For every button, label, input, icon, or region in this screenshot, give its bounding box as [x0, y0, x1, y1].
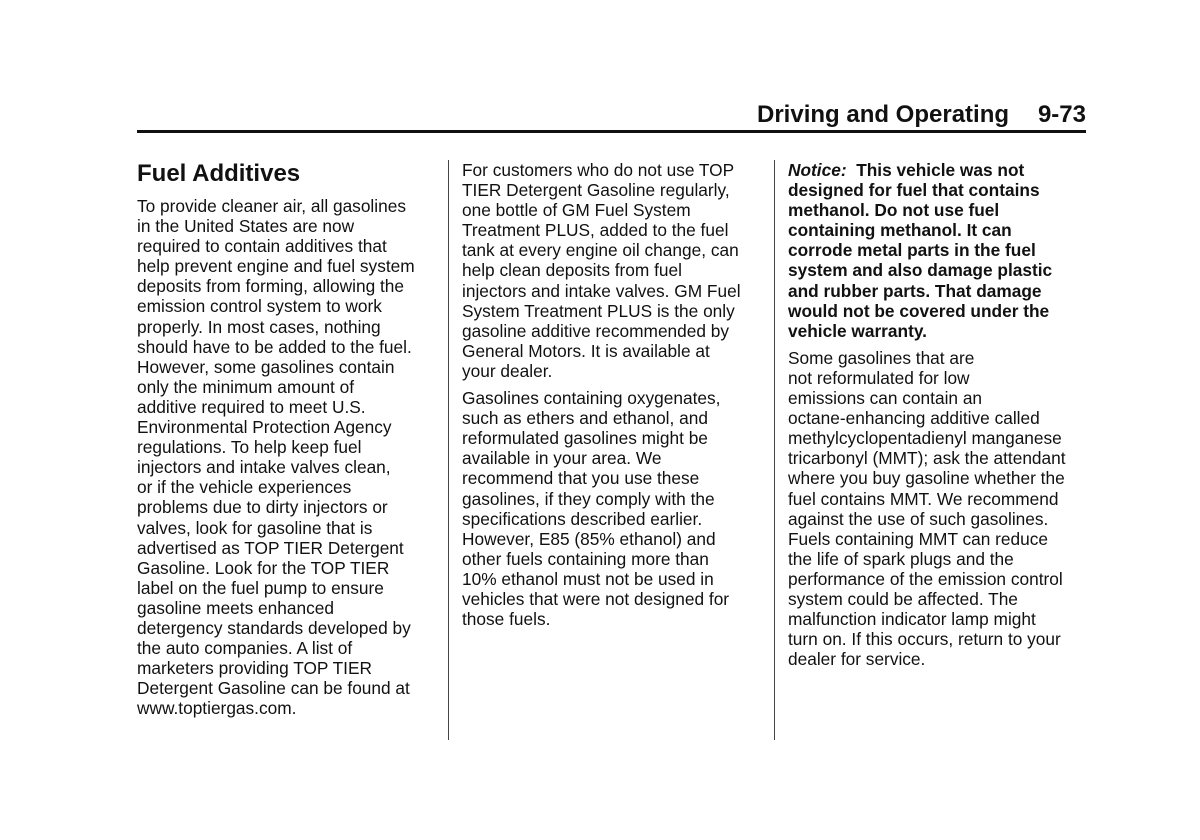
page-number: 9-73	[1037, 101, 1086, 128]
text-line: help prevent engine and fuel system	[137, 256, 415, 277]
text-line: the auto companies. A list of	[137, 638, 353, 659]
column-divider	[774, 160, 775, 740]
text-line: regulations. To help keep fuel	[137, 437, 362, 458]
text-line: designed for fuel that contains	[788, 180, 1040, 201]
text-line: label on the fuel pump to ensure	[137, 577, 384, 598]
text-line: www.toptiergas.com.	[137, 698, 297, 719]
text-line: However, some gasolines contain	[137, 356, 395, 377]
text-line: Gasolines containing oxygenates,	[462, 388, 721, 409]
text-line: Treatment PLUS, added to the fuel	[462, 220, 729, 241]
text-line: Some gasolines that are	[788, 347, 975, 368]
text-line: specifications described earlier.	[462, 508, 703, 529]
paragraph	[462, 388, 762, 629]
text-line: marketers providing TOP TIER	[137, 658, 372, 679]
text-line: additive required to meet U.S.	[137, 396, 366, 417]
notice-label: Notice:	[788, 160, 847, 180]
text-line: the life of spark plugs and the	[788, 548, 1014, 569]
text-line: methanol. Do not use fuel	[788, 200, 1000, 221]
text-line: should have to be added to the fuel.	[137, 336, 412, 357]
text-line: injectors and intake valves clean,	[137, 457, 391, 478]
text-line: TIER Detergent Gasoline regularly,	[462, 180, 730, 201]
text-line: one bottle of GM Fuel System	[462, 200, 691, 221]
text-line: properly. In most cases, nothing	[137, 316, 381, 337]
text-line: Detergent Gasoline can be found at	[137, 678, 410, 699]
text-line: required to contain additives that	[137, 236, 387, 257]
text-line: would not be covered under the	[788, 300, 1050, 321]
text-line: corrode metal parts in the fuel	[788, 240, 1036, 261]
text-line: vehicle warranty.	[788, 320, 927, 341]
text-line: performance of the emission control	[788, 568, 1063, 589]
notice-text: This vehicle was not	[856, 160, 1025, 180]
text-line: System Treatment PLUS is the only	[462, 300, 735, 321]
paragraph	[788, 348, 1088, 670]
text-line: available in your area. We	[462, 448, 662, 469]
text-line: gasolines, if they comply with the	[462, 488, 715, 509]
text-line: emissions can contain an	[788, 388, 983, 409]
page-header	[137, 100, 1086, 133]
column-2	[462, 160, 762, 636]
text-line: octane-enhancing additive called	[788, 408, 1040, 429]
text-line: vehicles that were not designed for	[462, 588, 730, 609]
text-line: where you buy gasoline whether the	[788, 468, 1065, 489]
text-line: system could be affected. The	[788, 588, 1018, 609]
text-line: However, E85 (85% ethanol) and	[462, 528, 716, 549]
text-line: such as ethers and ethanol, and	[462, 408, 708, 429]
paragraph	[137, 196, 437, 718]
notice-body	[788, 180, 1088, 341]
text-line: 10% ethanol must not be used in	[462, 568, 714, 589]
text-line: valves, look for gasoline that is	[137, 517, 373, 538]
text-line: To provide cleaner air, all gasolines	[137, 196, 406, 216]
text-line: against the use of such gasolines.	[788, 508, 1049, 529]
column-divider	[448, 160, 449, 740]
text-line: gasoline additive recommended by	[462, 320, 730, 341]
text-line: Fuels containing MMT can reduce	[788, 528, 1048, 549]
text-line: not reformulated for low	[788, 367, 970, 388]
paragraph	[462, 160, 762, 381]
text-line: deposits from forming, allowing the	[137, 276, 405, 297]
text-line: Environmental Protection Agency	[137, 417, 392, 438]
text-line: detergency standards developed by	[137, 617, 411, 638]
text-line: emission control system to work	[137, 296, 382, 317]
text-line: tank at every engine oil change, can	[462, 240, 739, 261]
text-line: reformulated gasolines might be	[462, 428, 708, 449]
text-line: containing methanol. It can	[788, 220, 1012, 241]
section-title: Driving and Operating	[757, 101, 1010, 128]
text-line: tricarbonyl (MMT); ask the attendant	[788, 448, 1066, 469]
column-1	[137, 160, 437, 725]
text-line: General Motors. It is available at	[462, 340, 710, 361]
text-line: methylcyclopentadienyl manganese	[788, 428, 1062, 449]
text-line: system and also damage plastic	[788, 260, 1053, 281]
notice-first-line	[788, 160, 1088, 180]
text-line: turn on. If this occurs, return to your	[788, 629, 1061, 650]
text-line: advertised as TOP TIER Detergent	[137, 537, 404, 558]
text-line: dealer for service.	[788, 649, 926, 670]
text-line: in the United States are now	[137, 216, 355, 237]
text-line: Gasoline. Look for the TOP TIER	[137, 557, 390, 578]
text-line: your dealer.	[462, 360, 553, 381]
text-line: gasoline meets enhanced	[137, 597, 334, 618]
text-line: For customers who do not use TOP	[462, 160, 735, 180]
text-line: injectors and intake valves. GM Fuel	[462, 280, 741, 301]
text-line: those fuels.	[462, 609, 551, 630]
text-line: or if the vehicle experiences	[137, 477, 352, 498]
text-line: malfunction indicator lamp might	[788, 609, 1036, 630]
text-line: and rubber parts. That damage	[788, 280, 1042, 301]
text-line: fuel contains MMT. We recommend	[788, 488, 1059, 509]
page-title: Fuel Additives	[137, 160, 301, 187]
column-3	[788, 160, 1088, 676]
text-line: help clean deposits from fuel	[462, 260, 682, 281]
text-line: recommend that you use these	[462, 468, 700, 489]
text-line: problems due to dirty injectors or	[137, 497, 388, 518]
text-line: only the minimum amount of	[137, 376, 355, 397]
text-line: other fuels containing more than	[462, 548, 709, 569]
notice-paragraph	[788, 160, 1088, 341]
